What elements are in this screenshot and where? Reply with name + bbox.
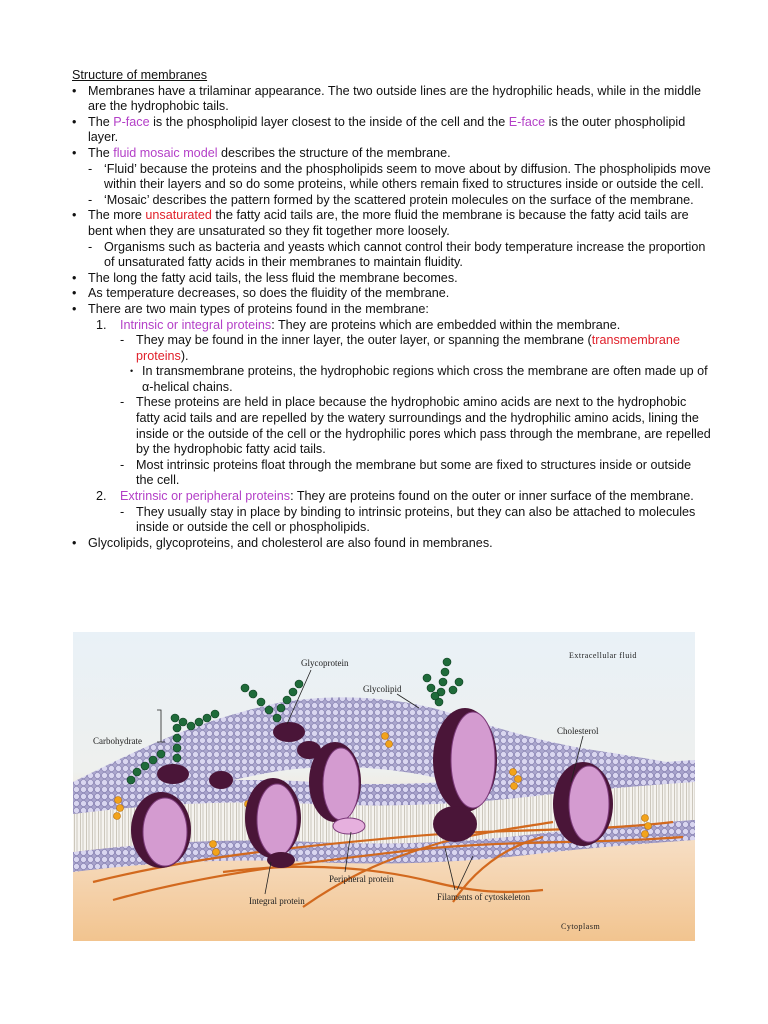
dash-marker: - [88, 192, 93, 207]
list-item [72, 162, 712, 193]
paragraph-alpha-helical: In transmembrane proteins, the hydrophobic regions which cross the membrane are often made up of α-helical chains. [142, 364, 708, 394]
list-item [72, 318, 712, 334]
label-carbohydrate: Carbohydrate [93, 736, 142, 746]
number-marker: 1. [96, 317, 107, 332]
list-item [72, 208, 712, 239]
paragraph-trilaminar: Membranes have a trilaminar appearance. The two outside lines are the hydrophilic heads, while in the middle are the hydrophobic tails. [88, 83, 702, 114]
list-item [72, 458, 712, 489]
list-item [72, 536, 712, 552]
label-glycolipid: Glycolipid [363, 684, 402, 694]
term-p-face: P-face [113, 114, 150, 129]
label-glycoprotein: Glycoprotein [301, 658, 349, 668]
label-peripheral-protein: Peripheral protein [329, 874, 394, 884]
term-e-face: E-face [508, 114, 546, 129]
bullet-marker: • [72, 145, 77, 160]
term-extrinsic-proteins: Extrinsic or peripheral proteins [120, 489, 291, 504]
list-item [72, 333, 712, 364]
dash-marker: - [88, 239, 93, 254]
term-unsaturated: unsaturated [145, 208, 212, 223]
term-fluid-mosaic-model: fluid mosaic model [113, 145, 218, 160]
paragraph-fluid: ‘Fluid’ because the proteins and the phospholipids seem to move about by diffusion. The phospholipids move within their layers and so do some proteins, while others remain fixed to structures inside or outside the cell. [104, 161, 711, 192]
page-title: Structure of membranes [72, 68, 208, 82]
paragraph-float: Most intrinsic proteins float through the membrane but some are fixed to structures inside or outside the cell. [136, 457, 692, 488]
list-item [72, 489, 712, 505]
label-filaments: Filaments of cytoskeleton [437, 892, 530, 902]
bullet-marker: • [72, 114, 77, 129]
paragraph-protein-types: There are two main types of proteins found in the membrane: [88, 301, 429, 316]
list-item [72, 364, 712, 395]
label-extracellular-fluid: Extracellular fluid [569, 651, 637, 660]
list-item [72, 193, 712, 209]
term-transmembrane-proteins: transmembrane proteins [136, 333, 680, 363]
list-item [72, 302, 712, 318]
term-intrinsic-proteins: Intrinsic or integral proteins [120, 317, 272, 332]
list-item [72, 395, 712, 457]
bullet-marker: • [72, 301, 77, 316]
membrane-figure [73, 632, 695, 941]
label-integral-protein: Integral protein [249, 896, 305, 906]
paragraph-tail-length: The long the fatty acid tails, the less fluid the membrane becomes. [88, 270, 458, 285]
bullet-marker: • [72, 286, 77, 301]
paragraph-faces: The P-face is the phospholipid layer closest to the inside of the cell and the E-face is the outer phospholipid layer. [88, 114, 686, 145]
label-cholesterol: Cholesterol [557, 726, 599, 736]
protein-5 [553, 762, 613, 846]
bullet-marker: • [72, 535, 77, 550]
dash-marker: - [120, 504, 125, 519]
paragraph-intrinsic: Intrinsic or integral proteins: They are proteins which are embedded within the membrane. [120, 317, 621, 332]
list-item [72, 115, 712, 146]
number-marker: 2. [96, 489, 107, 504]
paragraph-intrinsic-location: They may be found in the inner layer, the outer layer, or spanning the membrane (transmembrane proteins). [136, 333, 680, 363]
bullet-marker: • [72, 208, 77, 223]
paragraph-held-in-place: These proteins are held in place because the hydrophobic amino acids are next to the hydrophobic fatty acid tails and are repelled by the watery surroundings and the hydrophilic amino acids, lining the inside or the outside of the cell or the hydrophilic pores which pass through the membrane, are repelled by the hydrophobic fatty acid tails. [136, 395, 711, 457]
paragraph-organisms: Organisms such as bacteria and yeasts which cannot control their body temperature increase the proportion of unsaturated fatty acids in their membranes to maintain fluidity. [104, 239, 706, 270]
list-item [72, 505, 712, 536]
bullet-marker: • [72, 270, 77, 285]
paragraph-glycolipids: Glycolipids, glycoproteins, and cholesterol are also found in membranes. [88, 535, 493, 550]
dash-marker: - [88, 161, 93, 176]
list-item [72, 146, 712, 162]
list-item [72, 271, 712, 287]
bullet-marker: • [72, 83, 77, 98]
paragraph-extrinsic-binding: They usually stay in place by binding to intrinsic proteins, but they can also be attached to molecules inside or outside the cell or phospholipids. [136, 504, 696, 535]
document-body [72, 68, 712, 551]
list-item [72, 286, 712, 302]
dash-marker: - [120, 457, 125, 472]
label-cytoplasm: Cytoplasm [561, 922, 601, 931]
dash-marker: - [120, 333, 125, 348]
list-item [72, 84, 712, 115]
dash-marker: - [120, 395, 125, 410]
paragraph-temperature: As temperature decreases, so does the fluidity of the membrane. [88, 286, 450, 301]
paragraph-fluid-mosaic: The fluid mosaic model describes the structure of the membrane. [88, 145, 451, 160]
list-item [72, 240, 712, 271]
membrane-illustration [73, 632, 695, 941]
paragraph-extrinsic: Extrinsic or peripheral proteins: They are proteins found on the outer or inner surface of the membrane. [120, 489, 694, 504]
small-bullet-marker: • [130, 366, 134, 377]
paragraph-unsaturated: The more unsaturated the fatty acid tails are, the more fluid the membrane is because the fatty acid tails are bent when they are unsaturated so they fit together more loosely. [88, 208, 689, 238]
paragraph-mosaic: ‘Mosaic’ describes the pattern formed by the scattered protein molecules on the surface of the membrane. [104, 192, 694, 207]
